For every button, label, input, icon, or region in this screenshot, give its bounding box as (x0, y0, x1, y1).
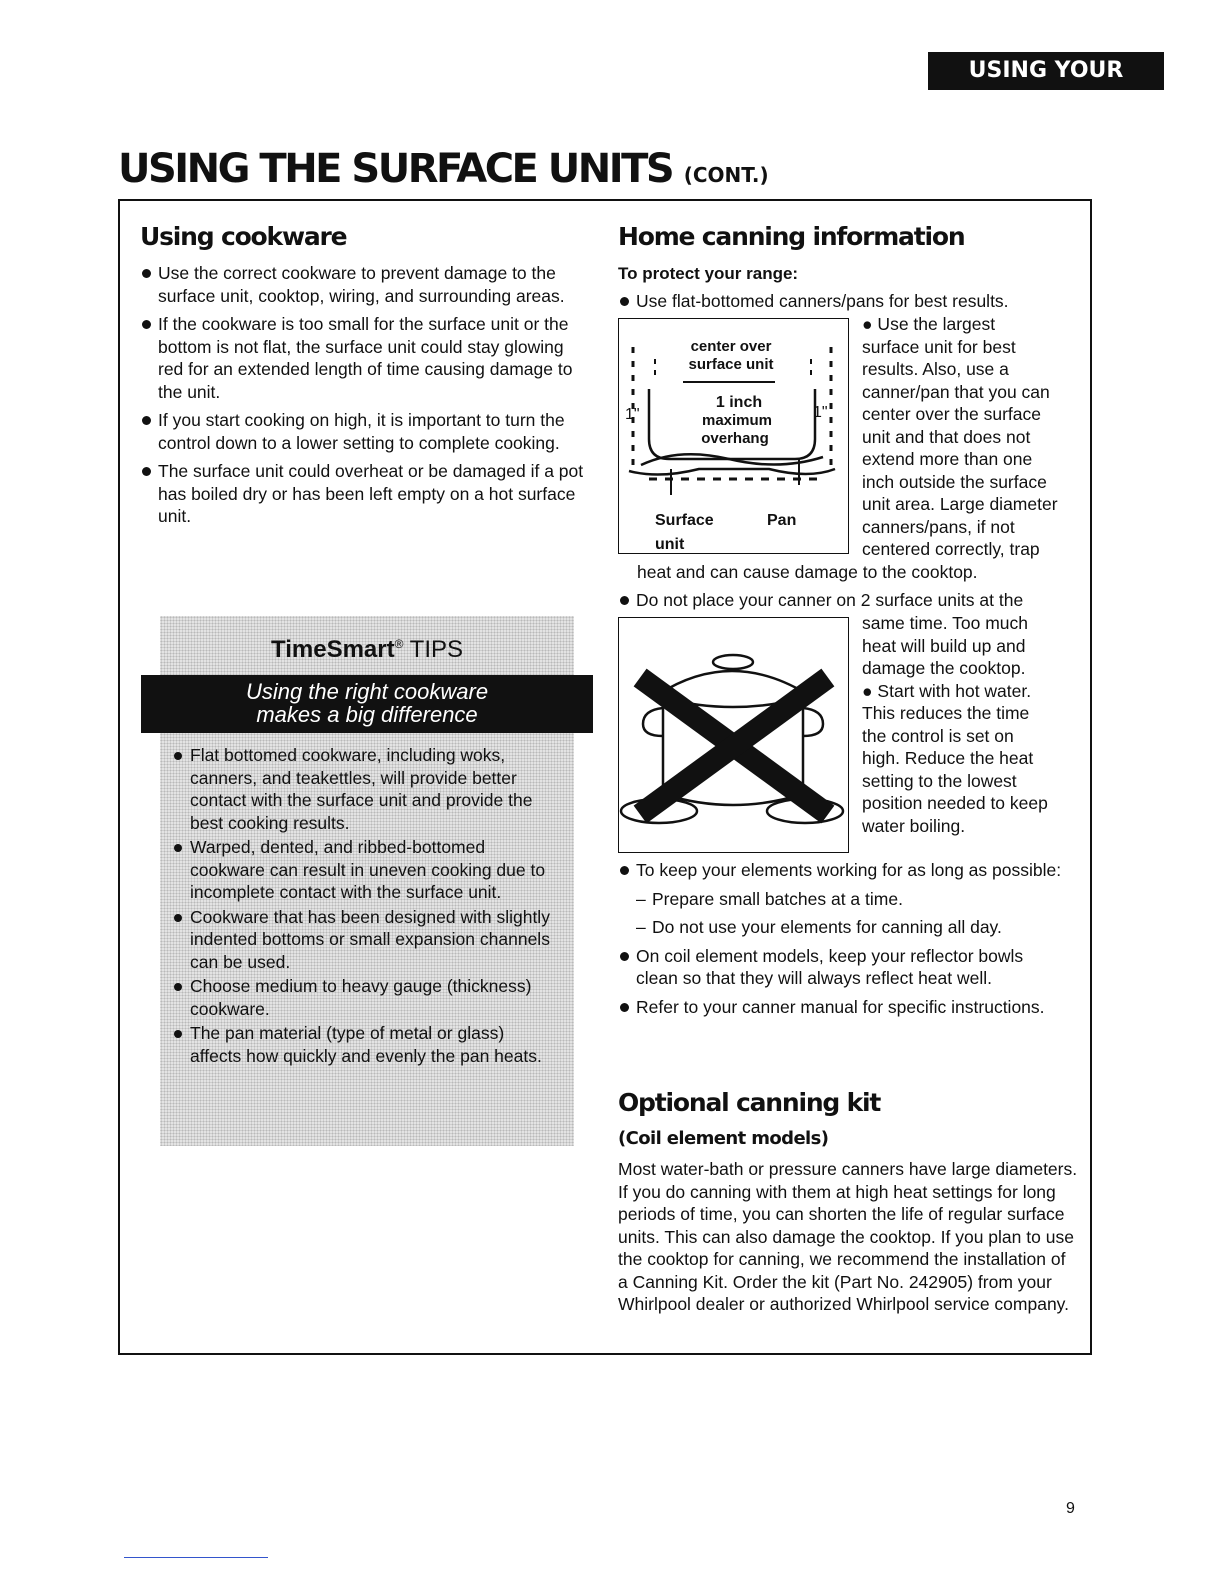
list-item: The pan material (type of metal or glass) affects how quickly and evenly the pan heats. (172, 1022, 552, 1067)
canner-diagram-svg (619, 618, 847, 851)
wrap-line: water boiling. (862, 815, 966, 836)
wrap-line: canners/pans, if not (862, 516, 1015, 537)
registered-mark: ® (394, 637, 404, 651)
canning-wrap-tail-1: heat and can cause damage to the cooktop. (637, 562, 978, 582)
surface-unit-top-label: surface unit (688, 356, 774, 373)
list-item: The surface unit could overheat or be damaged if a pot has boiled dry or has been left empty on a hot surface unit. (140, 460, 590, 528)
using-cookware-list (140, 262, 590, 534)
frame-top-rule (118, 199, 1092, 201)
list-item: On coil element models, keep your reflector bowls clean so that they will always reflect heat well. (618, 945, 1068, 990)
list-item: If the cookware is too small for the surface unit or the bottom is not flat, the surface unit could stay glowing red for an extended length of time causing damage to the unit. (140, 313, 590, 403)
wrap-line: unit area. Large diameter (862, 494, 1058, 514)
footer-rule (124, 1557, 268, 1558)
tips-title (160, 636, 574, 664)
list-item: Refer to your canner manual for specific instructions. (618, 996, 1068, 1019)
list-item: If you start cooking on high, it is important to turn the control down to a lower setting to complete cooking. (140, 409, 590, 454)
wrap-line: ● Use the largest (862, 314, 996, 334)
page-number: 9 (1066, 1500, 1075, 1517)
protect-label: To protect your range: (618, 264, 799, 283)
tips-brand: TimeSmart (270, 636, 395, 663)
wrap-line: extend more than one (862, 449, 1033, 469)
overhang-diagram-svg (619, 319, 847, 552)
canning-wrap-text-2 (862, 612, 1082, 837)
home-canning-heading: Home canning information (618, 222, 965, 251)
left-dimension-label: 1" (625, 406, 640, 423)
tips-banner-line-1: Using the right cookware (245, 679, 489, 704)
pan-label: Pan (767, 512, 797, 529)
right-dimension-label: 1" (813, 404, 828, 421)
frame-right-rule (1090, 199, 1092, 1355)
wrap-line: center over the surface (862, 404, 1041, 424)
using-cookware-heading: Using cookware (140, 222, 347, 251)
wrap-line: inch outside the surface (862, 471, 1047, 492)
overhang-label: overhang (701, 430, 769, 447)
frame-left-rule (118, 199, 120, 1355)
tips-list (172, 744, 552, 1069)
list-item: Choose medium to heavy gauge (thickness) cookware. (172, 975, 552, 1020)
wrap-line: setting to the lowest (862, 770, 1017, 791)
surface-label: Surface (655, 512, 714, 529)
page-title (118, 146, 769, 192)
canner-no-two-units-diagram (618, 617, 849, 853)
optional-kit-body: Most water-bath or pressure canners have large diameters. If you do canning with them at high heat settings for long periods of time, you can shorten the life of regular surface units. This can also damage the cooktop. If you plan to use the cooktop for canning, we recommend the installation of a Canning Kit. Order the kit (Part No. 242905) from your Whirlpool dealer or authorized Whirlpool service company. (618, 1159, 1078, 1314)
wrap-line: results. Also, use a (862, 359, 1009, 379)
wrap-line: ● Start with hot water. (862, 680, 1032, 701)
one-inch-label: 1 inch (715, 394, 763, 411)
wrap-line: heat will build up and (862, 635, 1026, 656)
list-item: Warped, dented, and ribbed-bottomed cookware can result in uneven cooking due to incomplete contact with the surface unit. (172, 836, 552, 904)
list-item: Cookware that has been designed with slightly indented bottoms or small expansion channels can be used. (172, 906, 552, 974)
center-over-label: center over (690, 338, 772, 355)
page-title-suffix: (CONT.) (683, 163, 769, 187)
section-banner: USING YOUR RANGE (928, 52, 1164, 90)
wrap-line: unit and that does not (862, 426, 1031, 447)
wrap-line: surface unit for best (862, 336, 1016, 357)
canning-wrap-text-1 (862, 313, 1082, 561)
optional-kit-subheading: (Coil element models) (618, 1128, 829, 1149)
wrap-line: This reduces the time (862, 703, 1030, 723)
tips-banner (141, 675, 593, 733)
canning-more-list (618, 859, 1068, 1024)
frame-bottom-rule (118, 1353, 1092, 1355)
cookware-overhang-diagram (618, 318, 849, 554)
list-item: Use the correct cookware to prevent damage to the surface unit, cooktop, wiring, and surrounding areas. (140, 262, 590, 307)
list-item: Do not place your canner on 2 surface units at the (618, 589, 1088, 612)
list-item: To keep your elements working for as long as possible: (618, 859, 1068, 882)
unit-label: unit (655, 536, 685, 552)
wrap-line: high. Reduce the heat (862, 748, 1034, 768)
list-item: Flat bottomed cookware, including woks, canners, and teakettles, will provide better contact with the surface unit and provide the best cooking results. (172, 744, 552, 834)
wrap-line: position needed to keep (862, 793, 1048, 813)
tips-banner-line-2: makes a big difference (256, 702, 478, 727)
list-item: – Do not use your elements for canning all day. (618, 916, 1068, 939)
optional-kit-heading: Optional canning kit (618, 1088, 881, 1117)
list-item: Use flat-bottomed canners/pans for best results. (618, 290, 1078, 313)
tips-suffix: TIPS (409, 636, 464, 663)
list-item: – Prepare small batches at a time. (618, 888, 1068, 911)
page-title-main: USING THE SURFACE UNITS (118, 146, 673, 192)
wrap-line: damage the cooktop. (862, 658, 1026, 678)
wrap-line: same time. Too much (862, 613, 1028, 633)
wrap-line: centered correctly, trap (862, 539, 1040, 559)
wrap-line: the control is set on (862, 725, 1014, 746)
maximum-label: maximum (701, 412, 773, 429)
wrap-line: canner/pan that you can (862, 381, 1050, 402)
